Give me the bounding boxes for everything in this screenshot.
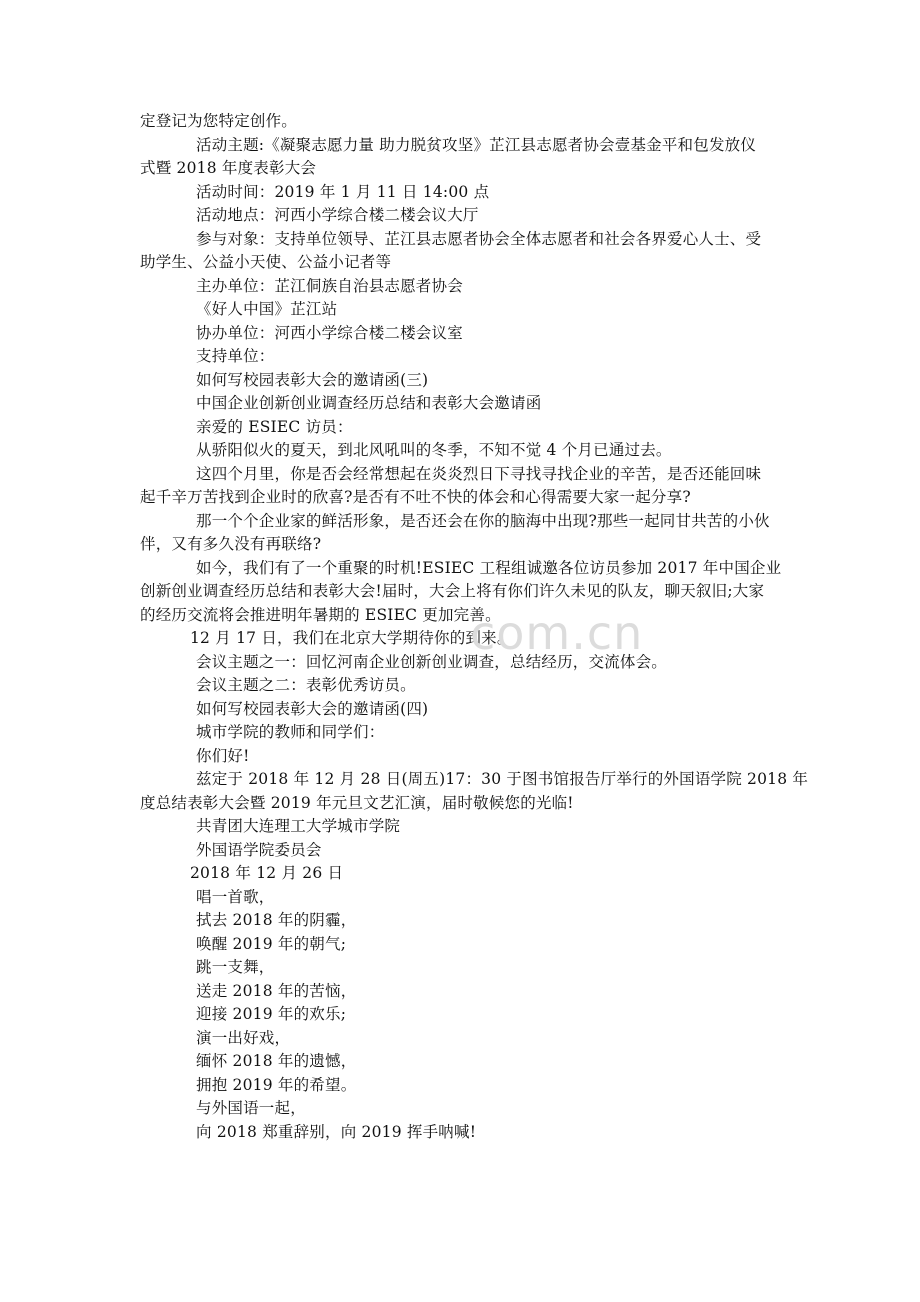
text-line: 会议主题之二：表彰优秀访员。 [196, 676, 416, 694]
text-line: 定登记为您特定创作。 [140, 112, 298, 130]
text-line: 从骄阳似火的夏天，到北风吼叫的冬季，不知不觉 4 个月已通过去。 [196, 441, 672, 459]
text-line: 伴，又有多久没有再联络? [140, 535, 322, 553]
text-line: 2018 年 12 月 26 日 [190, 864, 344, 882]
text-line: 演一出好戏， [196, 1028, 291, 1047]
document-body [140, 110, 809, 1144]
text-line: 城市学院的教师和同学们： [196, 723, 385, 741]
text-line: 向 2018 郑重辞别，向 2019 挥手呐喊! [196, 1122, 477, 1141]
text-line: 那一个个企业家的鲜活形象，是否还会在你的脑海中出现?那些一起同甘共苦的小伙 [196, 511, 770, 530]
text-line: 兹定于 2018 年 12 月 28 日(周五)17：30 于图书馆报告厅举行的外国语学院 2018 年 [196, 770, 809, 788]
text-line: 共青团大连理工大学城市学院 [196, 817, 401, 835]
text-line: 活动地点：河西小学综合楼二楼会议大厅 [196, 206, 479, 224]
text-line: 迎接 2019 年的欢乐; [196, 1005, 347, 1023]
text-line: 主办单位：芷江侗族自治县志愿者协会 [196, 276, 463, 295]
text-line: 与外国语一起， [196, 1099, 306, 1117]
text-line: 12 月 17 日，我们在北京大学期待你的到来。 [190, 629, 513, 647]
text-line: 的经历交流将会推进明年暑期的 ESIEC 更加完善。 [140, 605, 501, 624]
text-line: 活动时间：2019 年 1 月 11 日 14:00 点 [196, 182, 490, 201]
text-line: 这四个月里，你是否会经常想起在炎炎烈日下寻找寻找企业的辛苦，是否还能回味 [196, 464, 762, 483]
text-line: 会议主题之一：回忆河南企业创新创业调查，总结经历，交流体会。 [196, 652, 668, 671]
text-line: 如今，我们有了一个重聚的时机!ESIEC 工程组诚邀各位访员参加 2017 年中国企业 [196, 558, 782, 577]
watermark: com.cn [470, 606, 644, 660]
text-line: 支持单位： [196, 347, 275, 365]
text-line: 跳一支舞， [196, 958, 275, 976]
text-line: 唱一首歌， [196, 887, 275, 906]
text-line: 《好人中国》芷江站 [196, 300, 338, 318]
text-line: 协办单位：河西小学综合楼二楼会议室 [196, 323, 463, 342]
text-line: 度总结表彰大会暨 2019 年元旦文艺汇演，届时敬候您的光临! [140, 793, 574, 812]
text-line: 创新创业调查经历总结和表彰大会!届时，大会上将有你们许久未见的队友，聊天叙旧;大家 [140, 582, 765, 600]
text-line: 参与对象：支持单位领导、芷江县志愿者协会全体志愿者和社会各界爱心人士、受 [196, 229, 762, 248]
text-line: 中国企业创新创业调查经历总结和表彰大会邀请函 [196, 394, 542, 412]
text-line: 拥抱 2019 年的希望。 [196, 1075, 357, 1094]
section-heading: 如何写校园表彰大会的邀请函(三) [196, 370, 429, 389]
text-line: 亲爱的 ESIEC 访员： [196, 417, 353, 436]
section-heading: 如何写校园表彰大会的邀请函(四) [196, 699, 429, 718]
text-line: 缅怀 2018 年的遗憾， [196, 1052, 357, 1070]
text-line: 送走 2018 年的苦恼， [196, 981, 357, 1000]
text-line: 起千辛万苦找到企业时的欣喜?是否有不吐不快的体会和心得需要大家一起分享? [140, 488, 691, 506]
text-line: 式暨 2018 年度表彰大会 [140, 159, 317, 177]
text-line: 外国语学院委员会 [196, 840, 322, 859]
text-line: 拭去 2018 年的阴霾， [196, 911, 357, 929]
text-line: 唤醒 2019 年的朝气; [196, 934, 347, 953]
text-line: 活动主题:《凝聚志愿力量 助力脱贫攻坚》芷江县志愿者协会壹基金平和包发放仪 [196, 135, 757, 154]
text-line: 助学生、公益小天使、公益小记者等 [140, 253, 392, 271]
text-line: 你们好! [196, 746, 250, 765]
